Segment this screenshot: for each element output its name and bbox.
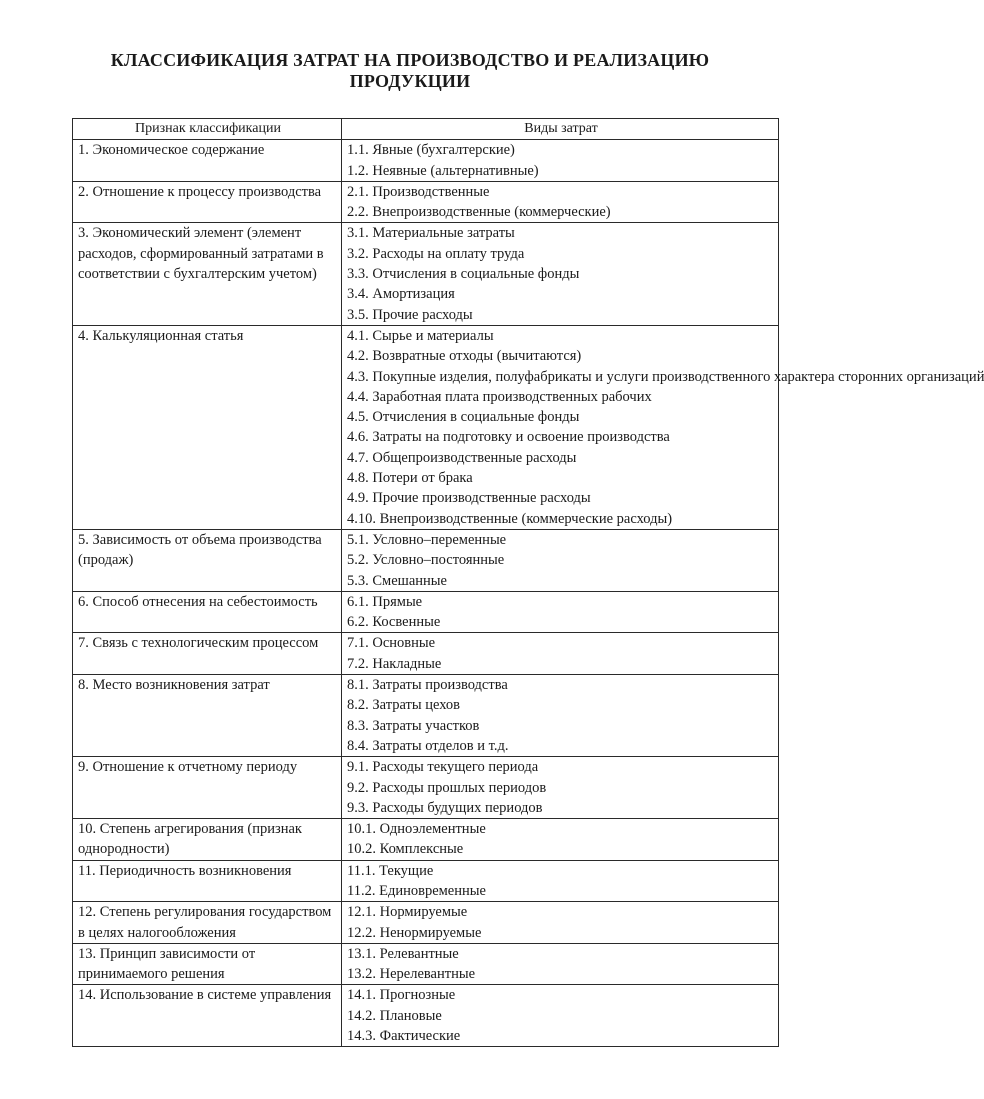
criterion-cell	[73, 675, 342, 757]
cost-types-cell	[342, 633, 779, 675]
criterion-cell	[73, 819, 342, 861]
cost-type-item: 6.2. Косвенные	[347, 614, 441, 631]
header-cost-types: Виды затрат	[342, 119, 779, 140]
criterion-text: 1. Экономическое содержание	[78, 142, 265, 159]
cost-type-item: 4.10. Внепроизводственные (коммерческие расходы)	[347, 510, 673, 527]
criterion-text: 6. Способ отнесения на себестоимость	[78, 593, 318, 610]
cost-type-item: 5.2. Условно–постоянные	[347, 552, 505, 569]
cost-type-item: 2.1. Производственные	[347, 183, 490, 200]
criterion-text: 7. Связь с технологическим процессом	[78, 635, 319, 652]
table-header-row	[73, 119, 779, 140]
table-row	[73, 943, 779, 985]
cost-type-item: 11.2. Единовременные	[347, 882, 486, 899]
criterion-cell	[73, 181, 342, 223]
criterion-cell	[73, 985, 342, 1047]
criterion-text: 11. Периодичность возникновения	[78, 862, 292, 879]
cost-type-item: 4.5. Отчисления в социальные фонды	[347, 409, 580, 426]
cost-type-item: 14.3. Фактические	[347, 1028, 461, 1045]
table-row	[73, 140, 779, 182]
table-row	[73, 181, 779, 223]
criterion-text: 12. Степень регулирования государством в целях налогообложения	[78, 904, 332, 941]
cost-type-item: 6.1. Прямые	[347, 593, 423, 610]
criterion-cell	[73, 860, 342, 902]
cost-types-cell	[342, 757, 779, 819]
cost-types-cell	[342, 591, 779, 633]
table-row	[73, 819, 779, 861]
cost-type-item: 3.4. Амортизация	[347, 286, 455, 303]
criterion-text: 14. Использование в системе управления	[78, 987, 332, 1004]
cost-type-item: 4.3. Покупные изделия, полуфабрикаты и услуги производственного характера сторонних организаций	[347, 368, 984, 385]
criterion-cell	[73, 902, 342, 944]
cost-types-cell	[342, 325, 984, 529]
cost-types-cell	[342, 223, 779, 325]
cost-type-item: 3.2. Расходы на оплату труда	[347, 245, 525, 262]
cost-type-item: 3.1. Материальные затраты	[347, 225, 515, 242]
criterion-cell	[73, 633, 342, 675]
cost-types-cell	[342, 860, 779, 902]
cost-type-item: 9.1. Расходы текущего периода	[347, 759, 539, 776]
cost-type-item: 4.8. Потери от брака	[347, 470, 473, 487]
header-criterion: Признак классификации	[73, 119, 342, 140]
criterion-cell	[73, 943, 342, 985]
classification-table	[72, 118, 984, 1047]
cost-types-cell	[342, 181, 779, 223]
document-title: КЛАССИФИКАЦИЯ ЗАТРАТ НА ПРОИЗВОДСТВО И РЕАЛИЗАЦИЮ ПРОДУКЦИИ	[110, 50, 710, 91]
cost-types-cell	[342, 902, 779, 944]
table-row	[73, 223, 779, 325]
criterion-text: 3. Экономический элемент (элемент расходов, сформированный затратами в соответствии с бухгалтерским учетом)	[78, 225, 324, 283]
table-row	[73, 985, 779, 1047]
cost-type-item: 7.2. Накладные	[347, 655, 442, 672]
criterion-cell	[73, 325, 342, 529]
cost-type-item: 9.3. Расходы будущих периодов	[347, 799, 543, 816]
cost-type-item: 2.2. Внепроизводственные (коммерческие)	[347, 204, 611, 221]
criterion-text: 10. Степень агрегирования (признак однородности)	[78, 821, 302, 858]
criterion-text: 4. Калькуляционная статья	[78, 327, 244, 344]
cost-type-item: 8.1. Затраты производства	[347, 677, 508, 694]
cost-type-item: 1.2. Неявные (альтернативные)	[347, 162, 539, 179]
criterion-cell	[73, 140, 342, 182]
criterion-text: 9. Отношение к отчетному периоду	[78, 759, 298, 776]
criterion-text: 13. Принцип зависимости от принимаемого решения	[78, 945, 256, 983]
table-row	[73, 633, 779, 675]
cost-type-item: 14.2. Плановые	[347, 1007, 442, 1024]
cost-type-item: 3.3. Отчисления в социальные фонды	[347, 266, 580, 283]
table-row	[73, 325, 779, 529]
cost-type-item: 8.4. Затраты отделов и т.д.	[347, 737, 509, 754]
cost-types-cell	[342, 140, 779, 182]
table-row	[73, 757, 779, 819]
cost-type-item: 12.2. Ненормируемые	[347, 924, 482, 941]
cost-type-item: 7.1. Основные	[347, 635, 436, 652]
cost-type-item: 1.1. Явные (бухгалтерские)	[347, 142, 515, 159]
table-row	[73, 902, 779, 944]
cost-types-cell	[342, 529, 779, 591]
cost-type-item: 13.2. Нерелевантные	[347, 966, 476, 983]
cost-type-item: 4.2. Возвратные отходы (вычитаются)	[347, 348, 582, 365]
criterion-cell	[73, 591, 342, 633]
cost-type-item: 4.9. Прочие производственные расходы	[347, 490, 591, 507]
cost-type-item: 5.3. Смешанные	[347, 572, 447, 589]
cost-type-item: 4.7. Общепроизводственные расходы	[347, 449, 577, 466]
cost-type-item: 10.2. Комплексные	[347, 841, 464, 858]
cost-type-item: 13.1. Релевантные	[347, 945, 459, 962]
criterion-text: 2. Отношение к процессу производства	[78, 183, 322, 200]
criterion-cell	[73, 223, 342, 325]
cost-types-cell	[342, 985, 779, 1047]
table-body	[73, 140, 984, 1047]
cost-type-item: 8.2. Затраты цехов	[347, 697, 461, 714]
cost-type-item: 5.1. Условно–переменные	[347, 531, 507, 548]
table-row	[73, 591, 779, 633]
table-row	[73, 860, 779, 902]
cost-type-item: 4.1. Сырье и материалы	[347, 327, 494, 344]
cost-type-item: 14.1. Прогнозные	[347, 987, 456, 1004]
cost-type-item: 12.1. Нормируемые	[347, 904, 468, 921]
cost-type-item: 9.2. Расходы прошлых периодов	[347, 779, 547, 796]
cost-type-item: 4.6. Затраты на подготовку и освоение производства	[347, 429, 670, 446]
cost-type-item: 11.1. Текущие	[347, 862, 434, 879]
cost-type-item: 8.3. Затраты участков	[347, 717, 480, 734]
cost-type-item: 10.1. Одноэлементные	[347, 821, 486, 838]
cost-types-cell	[342, 675, 779, 757]
table-row	[73, 675, 779, 757]
table-row	[73, 529, 779, 591]
criterion-cell	[73, 529, 342, 591]
cost-types-cell	[342, 943, 779, 985]
criterion-text: 8. Место возникновения затрат	[78, 677, 270, 694]
criterion-cell	[73, 757, 342, 819]
cost-type-item: 4.4. Заработная плата производственных рабочих	[347, 388, 652, 405]
cost-type-item: 3.5. Прочие расходы	[347, 306, 473, 323]
criterion-text: 5. Зависимость от объема производства (продаж)	[78, 531, 322, 569]
cost-types-cell	[342, 819, 779, 861]
